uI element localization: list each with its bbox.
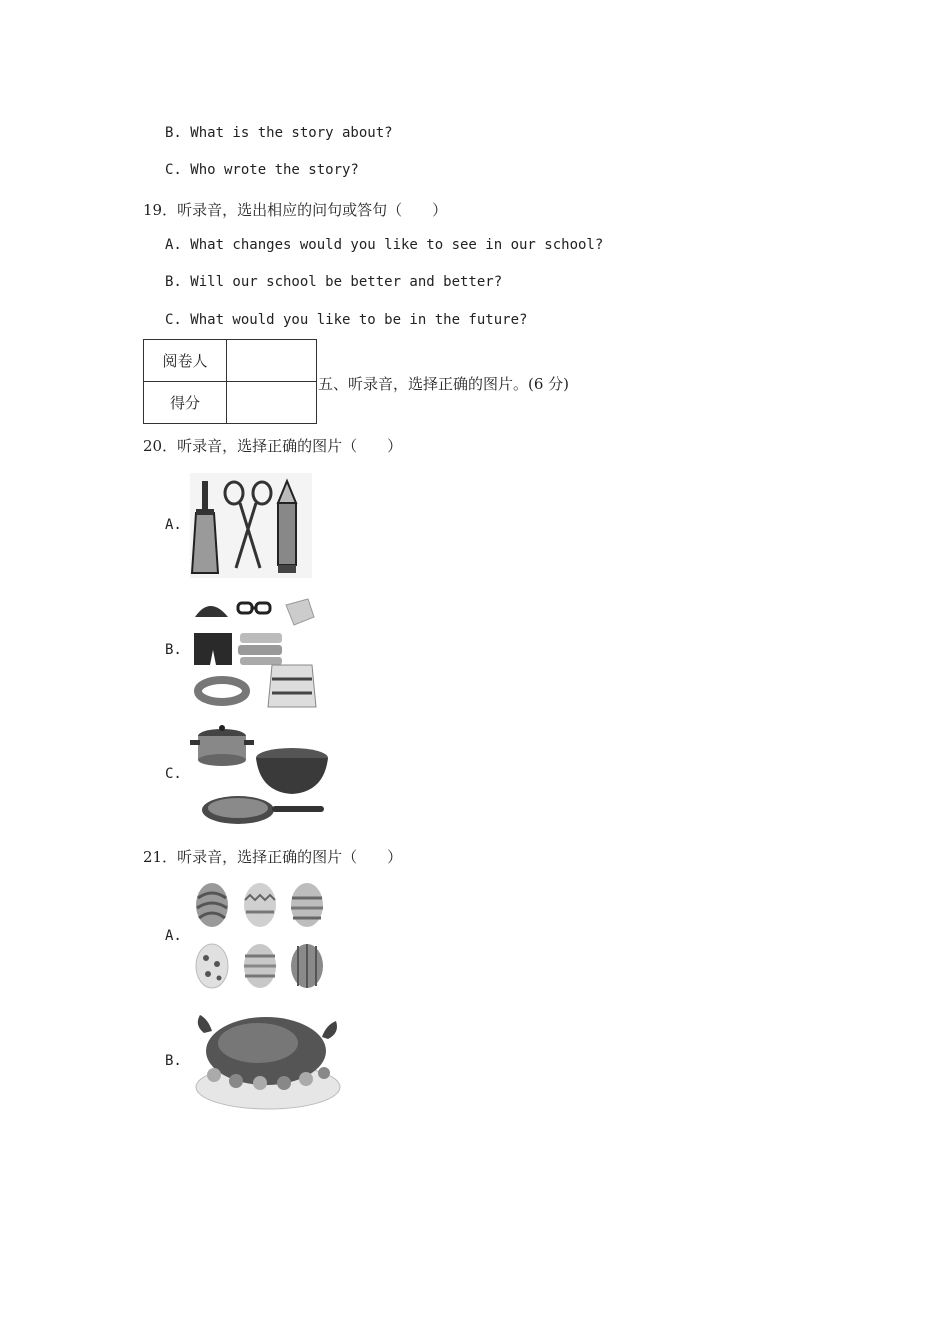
- easter-egg-icon: [291, 944, 323, 988]
- q19-option-c: C. What would you like to be in the future?: [165, 312, 528, 328]
- swimming-gear-image: [190, 595, 322, 710]
- swim-cap-icon: [195, 606, 228, 617]
- section-5-title: 五、听录音，选择正确的图片。(6 分): [318, 375, 570, 393]
- life-vest-icon: [268, 665, 316, 707]
- wok-icon: [256, 748, 328, 794]
- q19-option-a: A. What changes would you like to see in our school?: [165, 237, 604, 253]
- flippers-icon: [286, 599, 314, 625]
- cookware-image: [190, 720, 332, 830]
- school-supplies-image: [190, 473, 312, 578]
- easter-egg-icon: [196, 944, 228, 988]
- pencil-icon: [278, 481, 296, 573]
- q18-option-c: C. Who wrote the story?: [165, 162, 359, 178]
- easter-egg-icon: [244, 944, 276, 988]
- q21-stem: 21．听录音，选择正确的图片（ ）: [143, 848, 403, 866]
- easter-eggs-image: [190, 878, 330, 993]
- reviewer-label: 阅卷人: [144, 340, 227, 382]
- score-table: [143, 339, 317, 424]
- pot-icon: [190, 725, 254, 766]
- q18-option-b: B. What is the story about?: [165, 125, 393, 141]
- q21-option-a-label: A.: [165, 928, 182, 944]
- easter-egg-icon: [244, 883, 276, 927]
- swim-shorts-icon: [194, 633, 232, 665]
- reviewer-field: [227, 340, 317, 382]
- q19-stem: 19．听录音，选出相应的问句或答句（ ）: [143, 201, 448, 219]
- frying-pan-icon: [202, 796, 324, 824]
- score-field: [227, 382, 317, 424]
- q20-option-a-label: A.: [165, 517, 182, 533]
- turkey-icon: [196, 1015, 340, 1109]
- swim-ring-icon: [198, 680, 246, 702]
- easter-egg-icon: [291, 883, 323, 927]
- towel-icon: [238, 633, 282, 665]
- roast-turkey-image: [190, 1005, 345, 1115]
- q20-option-c-label: C.: [165, 766, 182, 782]
- easter-egg-icon: [196, 883, 228, 927]
- q21-option-b-label: B.: [165, 1053, 182, 1069]
- q20-option-b-label: B.: [165, 642, 182, 658]
- q19-option-b: B. Will our school be better and better?: [165, 274, 503, 290]
- q20-stem: 20．听录音，选择正确的图片（ ）: [143, 437, 403, 455]
- goggles-icon: [238, 603, 270, 613]
- score-label: 得分: [144, 382, 227, 424]
